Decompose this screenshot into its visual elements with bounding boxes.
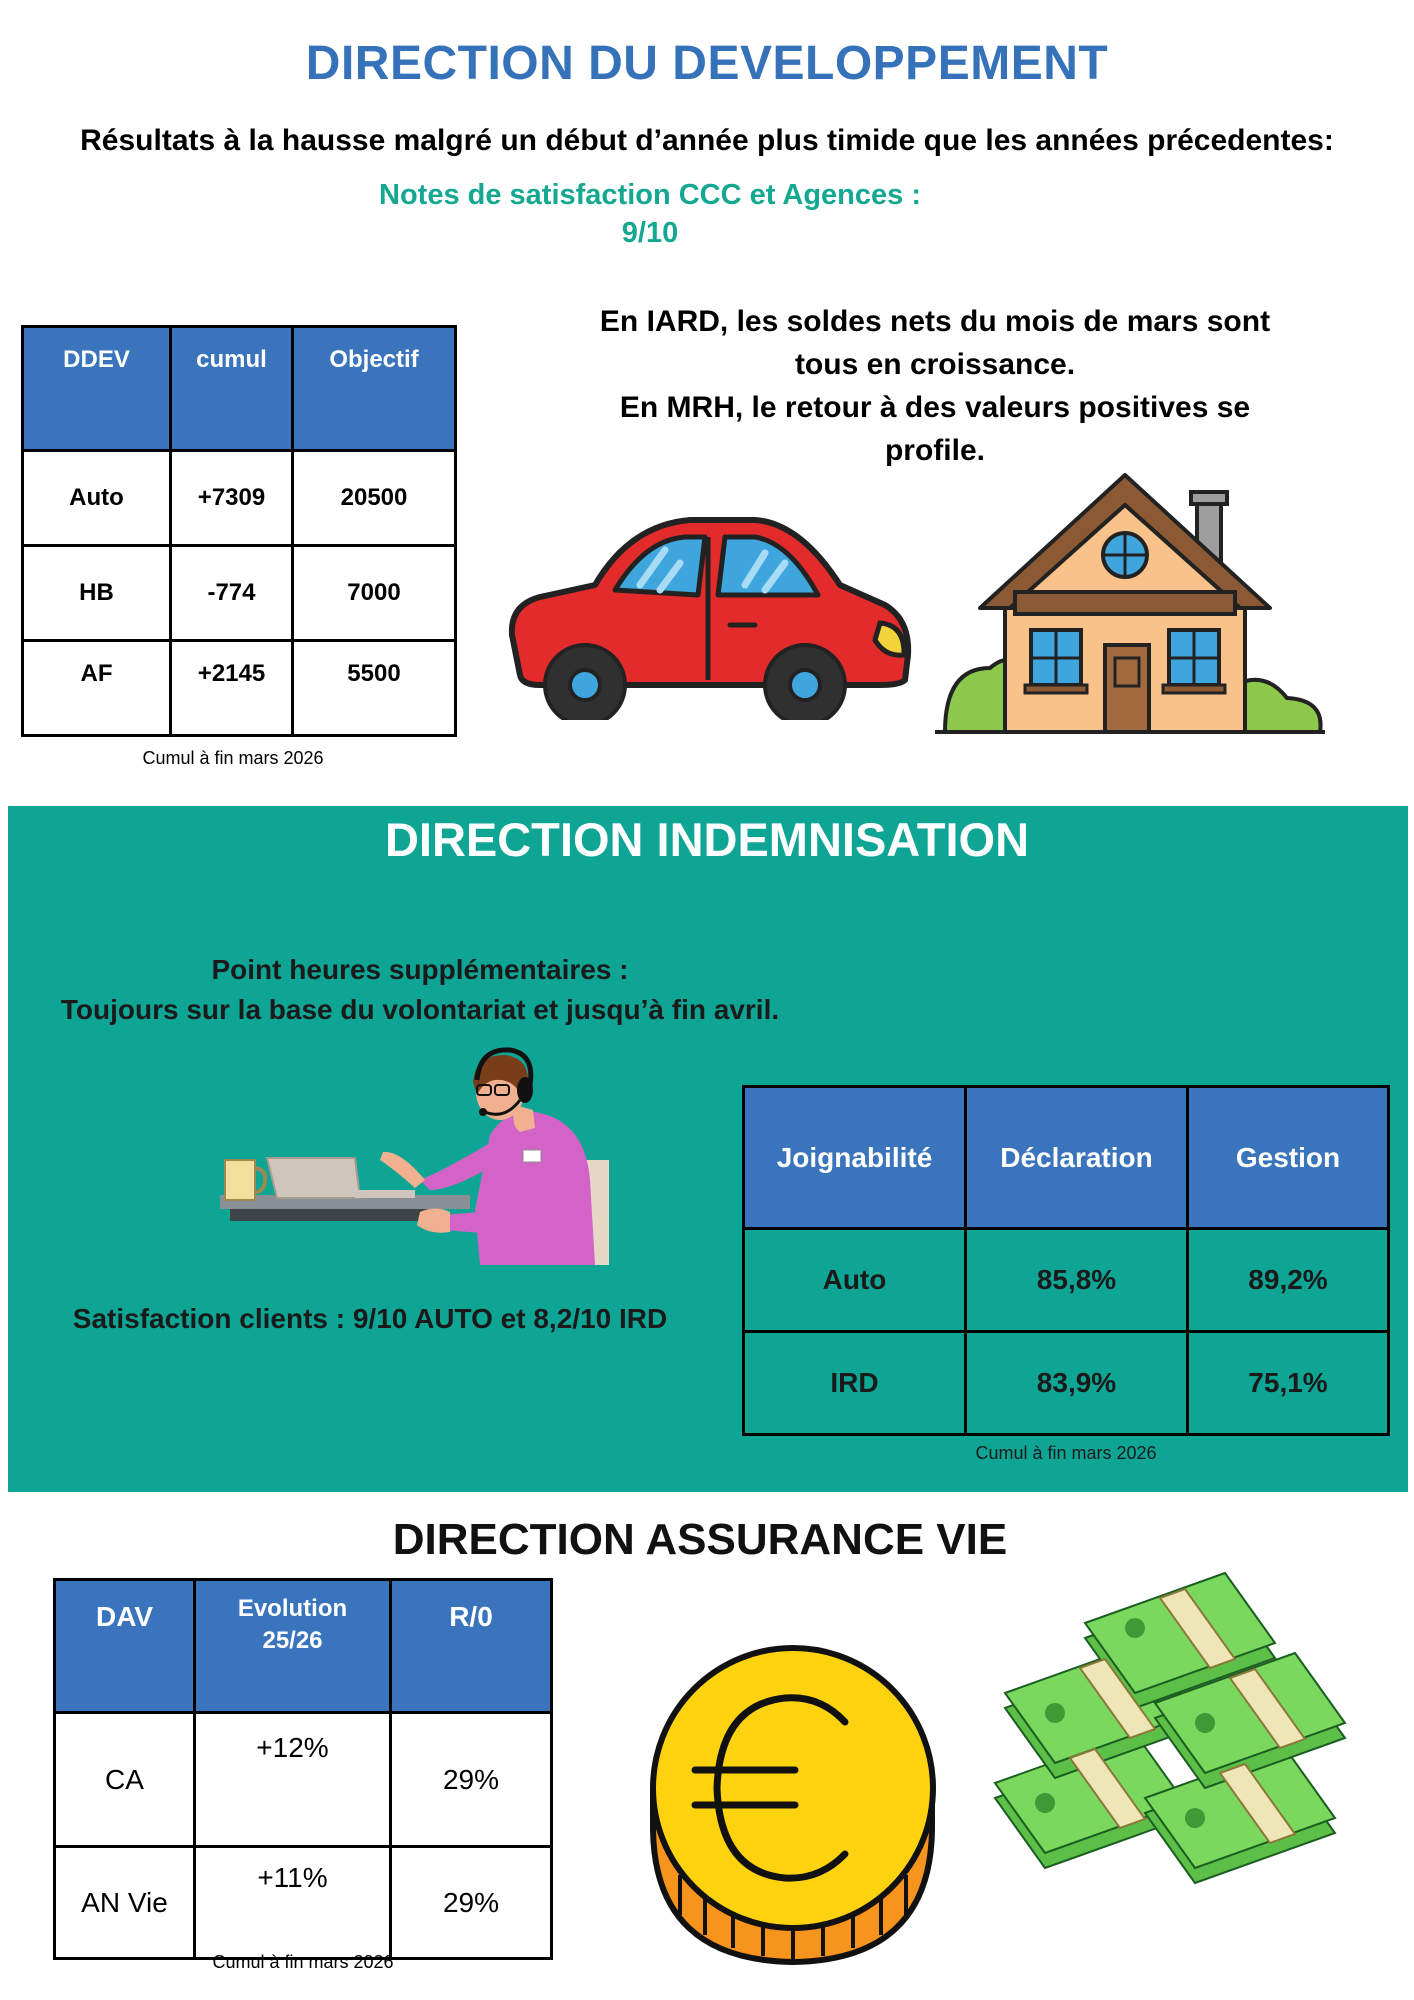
vie-header-evolution bbox=[195, 1580, 391, 1713]
dev-cell-objectif: 20500 bbox=[293, 451, 456, 546]
indem-header-joignabilite: Joignabilité bbox=[744, 1087, 966, 1229]
dev-cell-label: HB bbox=[23, 546, 171, 641]
dev-text-line1: En IARD, les soldes nets du mois de mars sont bbox=[599, 305, 1271, 338]
dev-cell-label: AF bbox=[23, 641, 171, 736]
dev-title: DIRECTION DU DEVELOPPEMENT bbox=[305, 37, 1109, 90]
dev-cell-cumul: -774 bbox=[171, 546, 293, 641]
indem-cell-declaration: 85,8% bbox=[966, 1229, 1188, 1332]
vie-cell-evolution: +11% bbox=[195, 1847, 391, 1959]
dev-text-line4: profile. bbox=[884, 434, 985, 467]
indem-title: DIRECTION INDEMNISATION bbox=[384, 813, 1030, 866]
table-row bbox=[744, 1332, 1389, 1435]
vie-caption: Cumul à fin mars 2026 bbox=[212, 1952, 394, 1972]
table-row bbox=[744, 1229, 1389, 1332]
vie-header-dav: DAV bbox=[55, 1580, 195, 1713]
table-row bbox=[55, 1713, 552, 1847]
dev-table-header-row bbox=[23, 327, 456, 451]
dev-text-line2: tous en croissance. bbox=[794, 348, 1076, 381]
vie-header-evolution-line1: Evolution bbox=[237, 1595, 348, 1622]
vie-cell-evolution: +12% bbox=[195, 1713, 391, 1847]
dev-table bbox=[21, 325, 457, 737]
vie-title: DIRECTION ASSURANCE VIE bbox=[392, 1515, 1008, 1564]
indem-cell-gestion: 89,2% bbox=[1188, 1229, 1389, 1332]
dev-cell-label: Auto bbox=[23, 451, 171, 546]
call-center-agent-icon bbox=[205, 1040, 615, 1270]
vie-cell-label: CA bbox=[55, 1713, 195, 1847]
euro-coin-icon bbox=[645, 1640, 940, 1970]
indem-cell-label: IRD bbox=[744, 1332, 966, 1435]
vie-cell-label: AN Vie bbox=[55, 1847, 195, 1959]
table-row bbox=[23, 641, 456, 736]
table-row bbox=[55, 1847, 552, 1959]
indem-table-header-row bbox=[744, 1087, 1389, 1229]
dev-header-cumul: cumul bbox=[171, 327, 293, 451]
money-stack-icon bbox=[985, 1568, 1365, 1900]
indem-cell-label: Auto bbox=[744, 1229, 966, 1332]
dev-cell-cumul: +2145 bbox=[171, 641, 293, 736]
indem-point-line2: Toujours sur la base du volontariat et jusqu’à fin avril. bbox=[60, 994, 780, 1025]
indem-header-gestion: Gestion bbox=[1188, 1087, 1389, 1229]
indem-table bbox=[742, 1085, 1390, 1436]
indem-caption: Cumul à fin mars 2026 bbox=[975, 1443, 1157, 1463]
vie-header-evolution-line2: 25/26 bbox=[262, 1627, 323, 1654]
house-icon bbox=[935, 470, 1325, 740]
indem-point bbox=[20, 950, 820, 1030]
indem-cell-gestion: 75,1% bbox=[1188, 1332, 1389, 1435]
dev-caption: Cumul à fin mars 2026 bbox=[142, 748, 324, 768]
dev-text-line3: En MRH, le retour à des valeurs positives se bbox=[619, 391, 1251, 424]
dev-satisfaction-line1: Notes de satisfaction CCC et Agences : bbox=[379, 179, 921, 211]
vie-table-header-row bbox=[55, 1580, 552, 1713]
vie-header-ro: R/0 bbox=[391, 1580, 552, 1713]
dev-cell-cumul: +7309 bbox=[171, 451, 293, 546]
table-row bbox=[23, 546, 456, 641]
vie-table bbox=[53, 1578, 553, 1960]
indem-cell-declaration: 83,9% bbox=[966, 1332, 1188, 1435]
dev-text bbox=[555, 300, 1315, 472]
dev-header-objectif: Objectif bbox=[293, 327, 456, 451]
vie-cell-ro: 29% bbox=[391, 1713, 552, 1847]
dev-subtitle: Résultats à la hausse malgré un début d’année plus timide que les années précedentes: bbox=[80, 124, 1334, 157]
car-icon bbox=[500, 505, 920, 720]
indem-header-declaration: Déclaration bbox=[966, 1087, 1188, 1229]
dev-cell-objectif: 5500 bbox=[293, 641, 456, 736]
indem-satisfaction: Satisfaction clients : 9/10 AUTO et 8,2/10 IRD bbox=[72, 1303, 668, 1334]
vie-cell-ro: 29% bbox=[391, 1847, 552, 1959]
indem-point-line1: Point heures supplémentaires : bbox=[211, 954, 629, 985]
dev-satisfaction bbox=[280, 176, 1020, 252]
dev-cell-objectif: 7000 bbox=[293, 546, 456, 641]
dev-header-ddev: DDEV bbox=[23, 327, 171, 451]
table-row bbox=[23, 451, 456, 546]
dev-satisfaction-line2: 9/10 bbox=[621, 217, 679, 249]
